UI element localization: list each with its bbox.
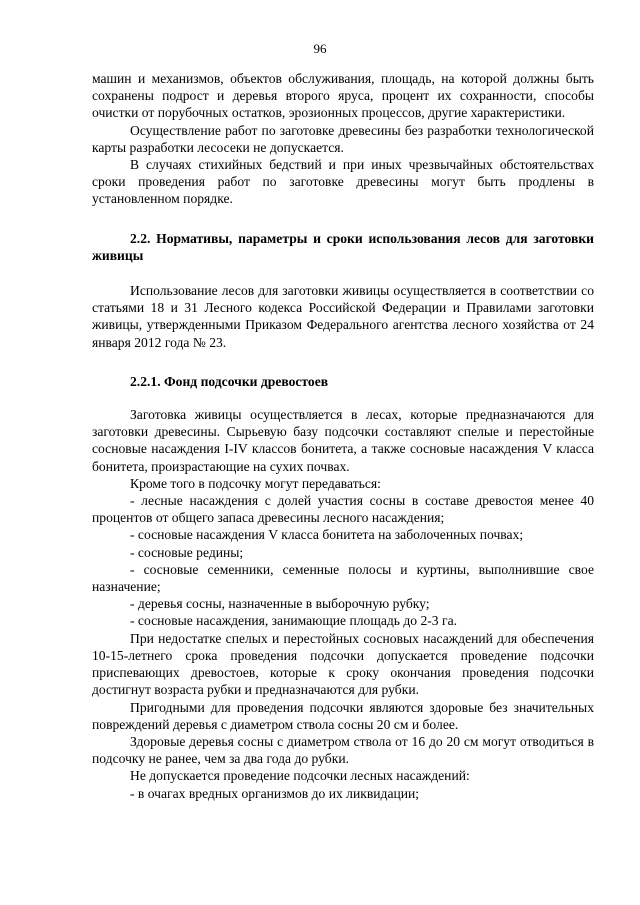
list-item: - деревья сосны, назначенные в выборочную рубку;	[130, 596, 430, 612]
text-column	[92, 70, 594, 802]
list-item: - сосновые насаждения, занимающие площадь до 2-3 га.	[130, 613, 458, 629]
paragraph-besides: Кроме того в подсочку могут передаваться:	[130, 475, 381, 491]
paragraph-tech-card: Осуществление работ по заготовке древесины без разработки технологической карты разработки лесосеки не допускается.	[92, 122, 594, 155]
list-item: - лесные насаждения с долей участия сосны в составе древостоя менее 40 процентов от общего запаса древесины лесного насаждения;	[92, 493, 594, 526]
paragraph-continuation: машин и механизмов, объектов обслуживания, площадь, на которой должны быть сохранены подрост и деревья второго яруса, процент их сохранности, способы очистки от порубочных остатков, эрозионных процессов, другие характеристики.	[92, 71, 594, 121]
section-heading-2-2: 2.2. Нормативы, параметры и сроки использования лесов для заготовки живицы	[92, 230, 594, 263]
paragraph-resin-harvest: Заготовка живицы осуществляется в лесах, которые предназначаются для заготовки древесины. Сырьевую базу подсочки составляют спелые и перестойные сосновые насаждения I-IV классов бонитета, а также сосновые насаждения V класса бонитета, произрастающие на сухих почвах.	[92, 407, 594, 474]
paragraph-disasters: В случаях стихийных бедствий и при иных чрезвычайных обстоятельствах сроки проведения работ по заготовке древесины могут быть продлены в установленном порядке.	[92, 157, 594, 207]
paragraph-use-forests: Использование лесов для заготовки живицы осуществляется в соответствии со статьями 18 и 31 Лесного кодекса Российской Федерации и Правилами заготовки живицы, утвержденными Приказом Федерального агентства лесного хозяйства от 24 января 2012 года № 23.	[92, 283, 594, 350]
section-heading-2-2-1: 2.2.1. Фонд подсочки древостоев	[130, 373, 329, 389]
list-item: - сосновые семенники, семенные полосы и куртины, выполнившие свое назначение;	[92, 561, 594, 595]
page-number: 96	[313, 41, 327, 56]
list-item: - сосновые насаждения V класса бонитета на заболоченных почвах;	[130, 527, 524, 543]
paragraph-suitable: Пригодными для проведения подсочки являются здоровые без значительных повреждений деревья с диаметром ствола сосны 20 см и более.	[92, 699, 594, 732]
paragraph-not-allowed: Не допускается проведение подсочки лесных насаждений:	[130, 768, 470, 784]
list-item: - в очагах вредных организмов до их ликвидации;	[130, 785, 420, 801]
spacer	[92, 390, 594, 406]
paragraph-shortage: При недостатке спелых и перестойных сосновых насаждений для обеспечения 10-15-летнего срока проведения подсочки допускается проведение подсочки приспевающих древостоев, которые к сроку окончания проведения подсочки достигнут возраста рубки и предназначаются для рубки.	[92, 630, 594, 698]
spacer	[92, 264, 594, 282]
spacer	[92, 351, 594, 373]
spacer	[92, 208, 594, 230]
list-item: - сосновые редины;	[130, 544, 244, 560]
paragraph-healthy: Здоровые деревья сосны с диаметром ствола от 16 до 20 см могут отводиться в подсочку не ранее, чем за два года до рубки.	[92, 733, 594, 767]
